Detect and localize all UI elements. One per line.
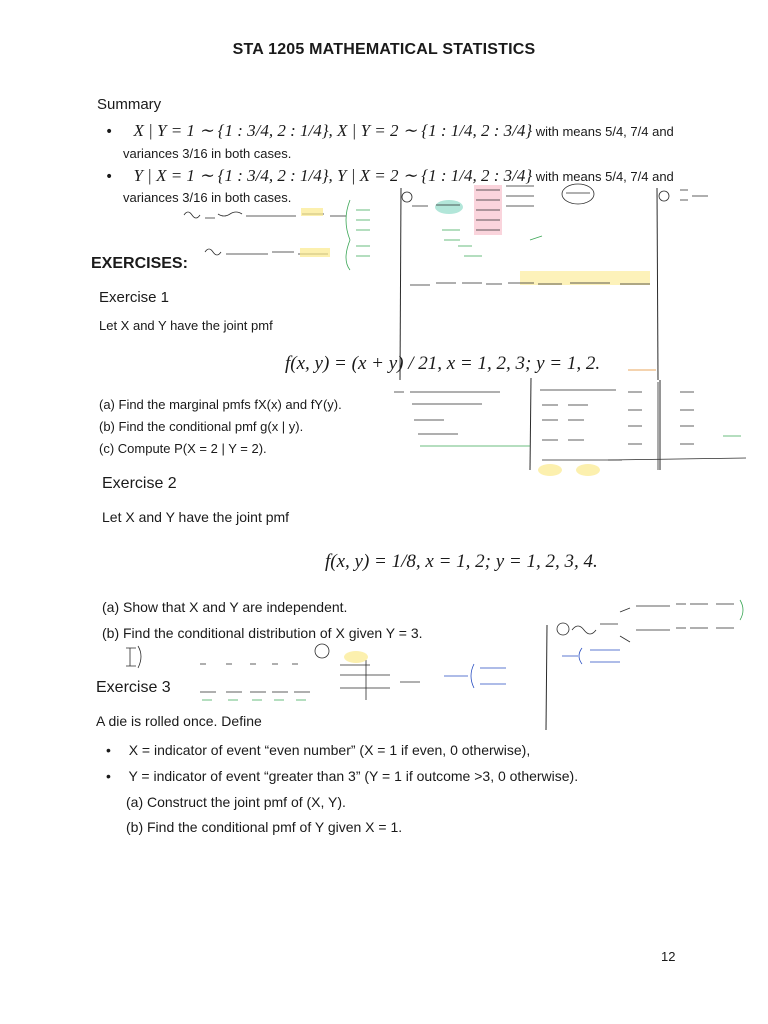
summary-bullet-1-line2: variances 3/16 in both cases.: [123, 146, 292, 161]
summary-bullet-math: Y | X = 1 ∼ {1 : 3/4, 2 : 1/4}, Y | X = 2 ∼ {1 : 1/4, 2 : 3/4}: [133, 166, 533, 185]
summary-bullet-tail: with means 5/4, 7/4 and: [532, 124, 674, 139]
bullet-dot: •: [105, 169, 114, 185]
exercise1-part-c: (c) Compute P(X = 2 | Y = 2).: [99, 441, 267, 456]
exercise1-pmf: f(x, y) = (x + y) / 21, x = 1, 2, 3; y = 1, 2.: [285, 353, 601, 374]
bullet-dot: •: [106, 768, 111, 784]
summary-bullet-2-line2: variances 3/16 in both cases.: [123, 190, 292, 205]
page-number: 12: [661, 949, 676, 964]
exercise3-heading: Exercise 3: [96, 679, 171, 696]
exercise1-intro: Let X and Y have the joint pmf: [99, 318, 273, 333]
exercise1-heading: Exercise 1: [99, 289, 170, 306]
exercise2-intro: Let X and Y have the joint pmf: [102, 509, 290, 525]
annotation-exercise1-work: [394, 370, 746, 476]
exercise3-bullet-text: X = indicator of event “even number” (X = 1 if even, 0 otherwise),: [128, 742, 531, 758]
bullet-dot: •: [106, 742, 111, 758]
exercise3-part-b: (b) Find the conditional pmf of Y given X = 1.: [126, 819, 403, 835]
summary-bullet-tail: with means 5/4, 7/4 and: [532, 169, 674, 184]
annotation-dividers: [400, 188, 660, 730]
exercise2-heading: Exercise 2: [102, 475, 177, 492]
exercise2-part-b: (b) Find the conditional distribution of X given Y = 3.: [102, 625, 423, 641]
summary-heading: Summary: [97, 96, 162, 113]
annotation-summary-left: [184, 200, 370, 270]
annotation-worked-example-1: [402, 184, 708, 285]
exercise1-part-a: (a) Find the marginal pmfs fX(x) and fY(y).: [99, 397, 342, 412]
bullet-dot: •: [105, 124, 114, 140]
exercise3-bullet-text: Y = indicator of event “greater than 3” (Y = 1 if outcome >3, 0 otherwise).: [128, 768, 579, 784]
exercise1-part-b: (b) Find the conditional pmf g(x | y).: [99, 419, 304, 434]
exercise3-intro: A die is rolled once. Define: [96, 713, 262, 729]
exercises-heading: EXERCISES:: [91, 255, 188, 272]
page-title: STA 1205 MATHEMATICAL STATISTICS: [232, 41, 536, 58]
exercise2-pmf: f(x, y) = 1/8, x = 1, 2; y = 1, 2, 3, 4.: [325, 551, 598, 572]
annotation-exercise3-work: [126, 644, 506, 700]
exercise2-part-a: (a) Show that X and Y are independent.: [102, 599, 348, 615]
exercise3-part-a: (a) Construct the joint pmf of (X, Y).: [126, 794, 346, 810]
annotation-exercise2-work: [557, 600, 743, 664]
summary-bullet-math: X | Y = 1 ∼ {1 : 3/4, 2 : 1/4}, X | Y = 2 ∼ {1 : 1/4, 2 : 3/4}: [133, 121, 533, 140]
